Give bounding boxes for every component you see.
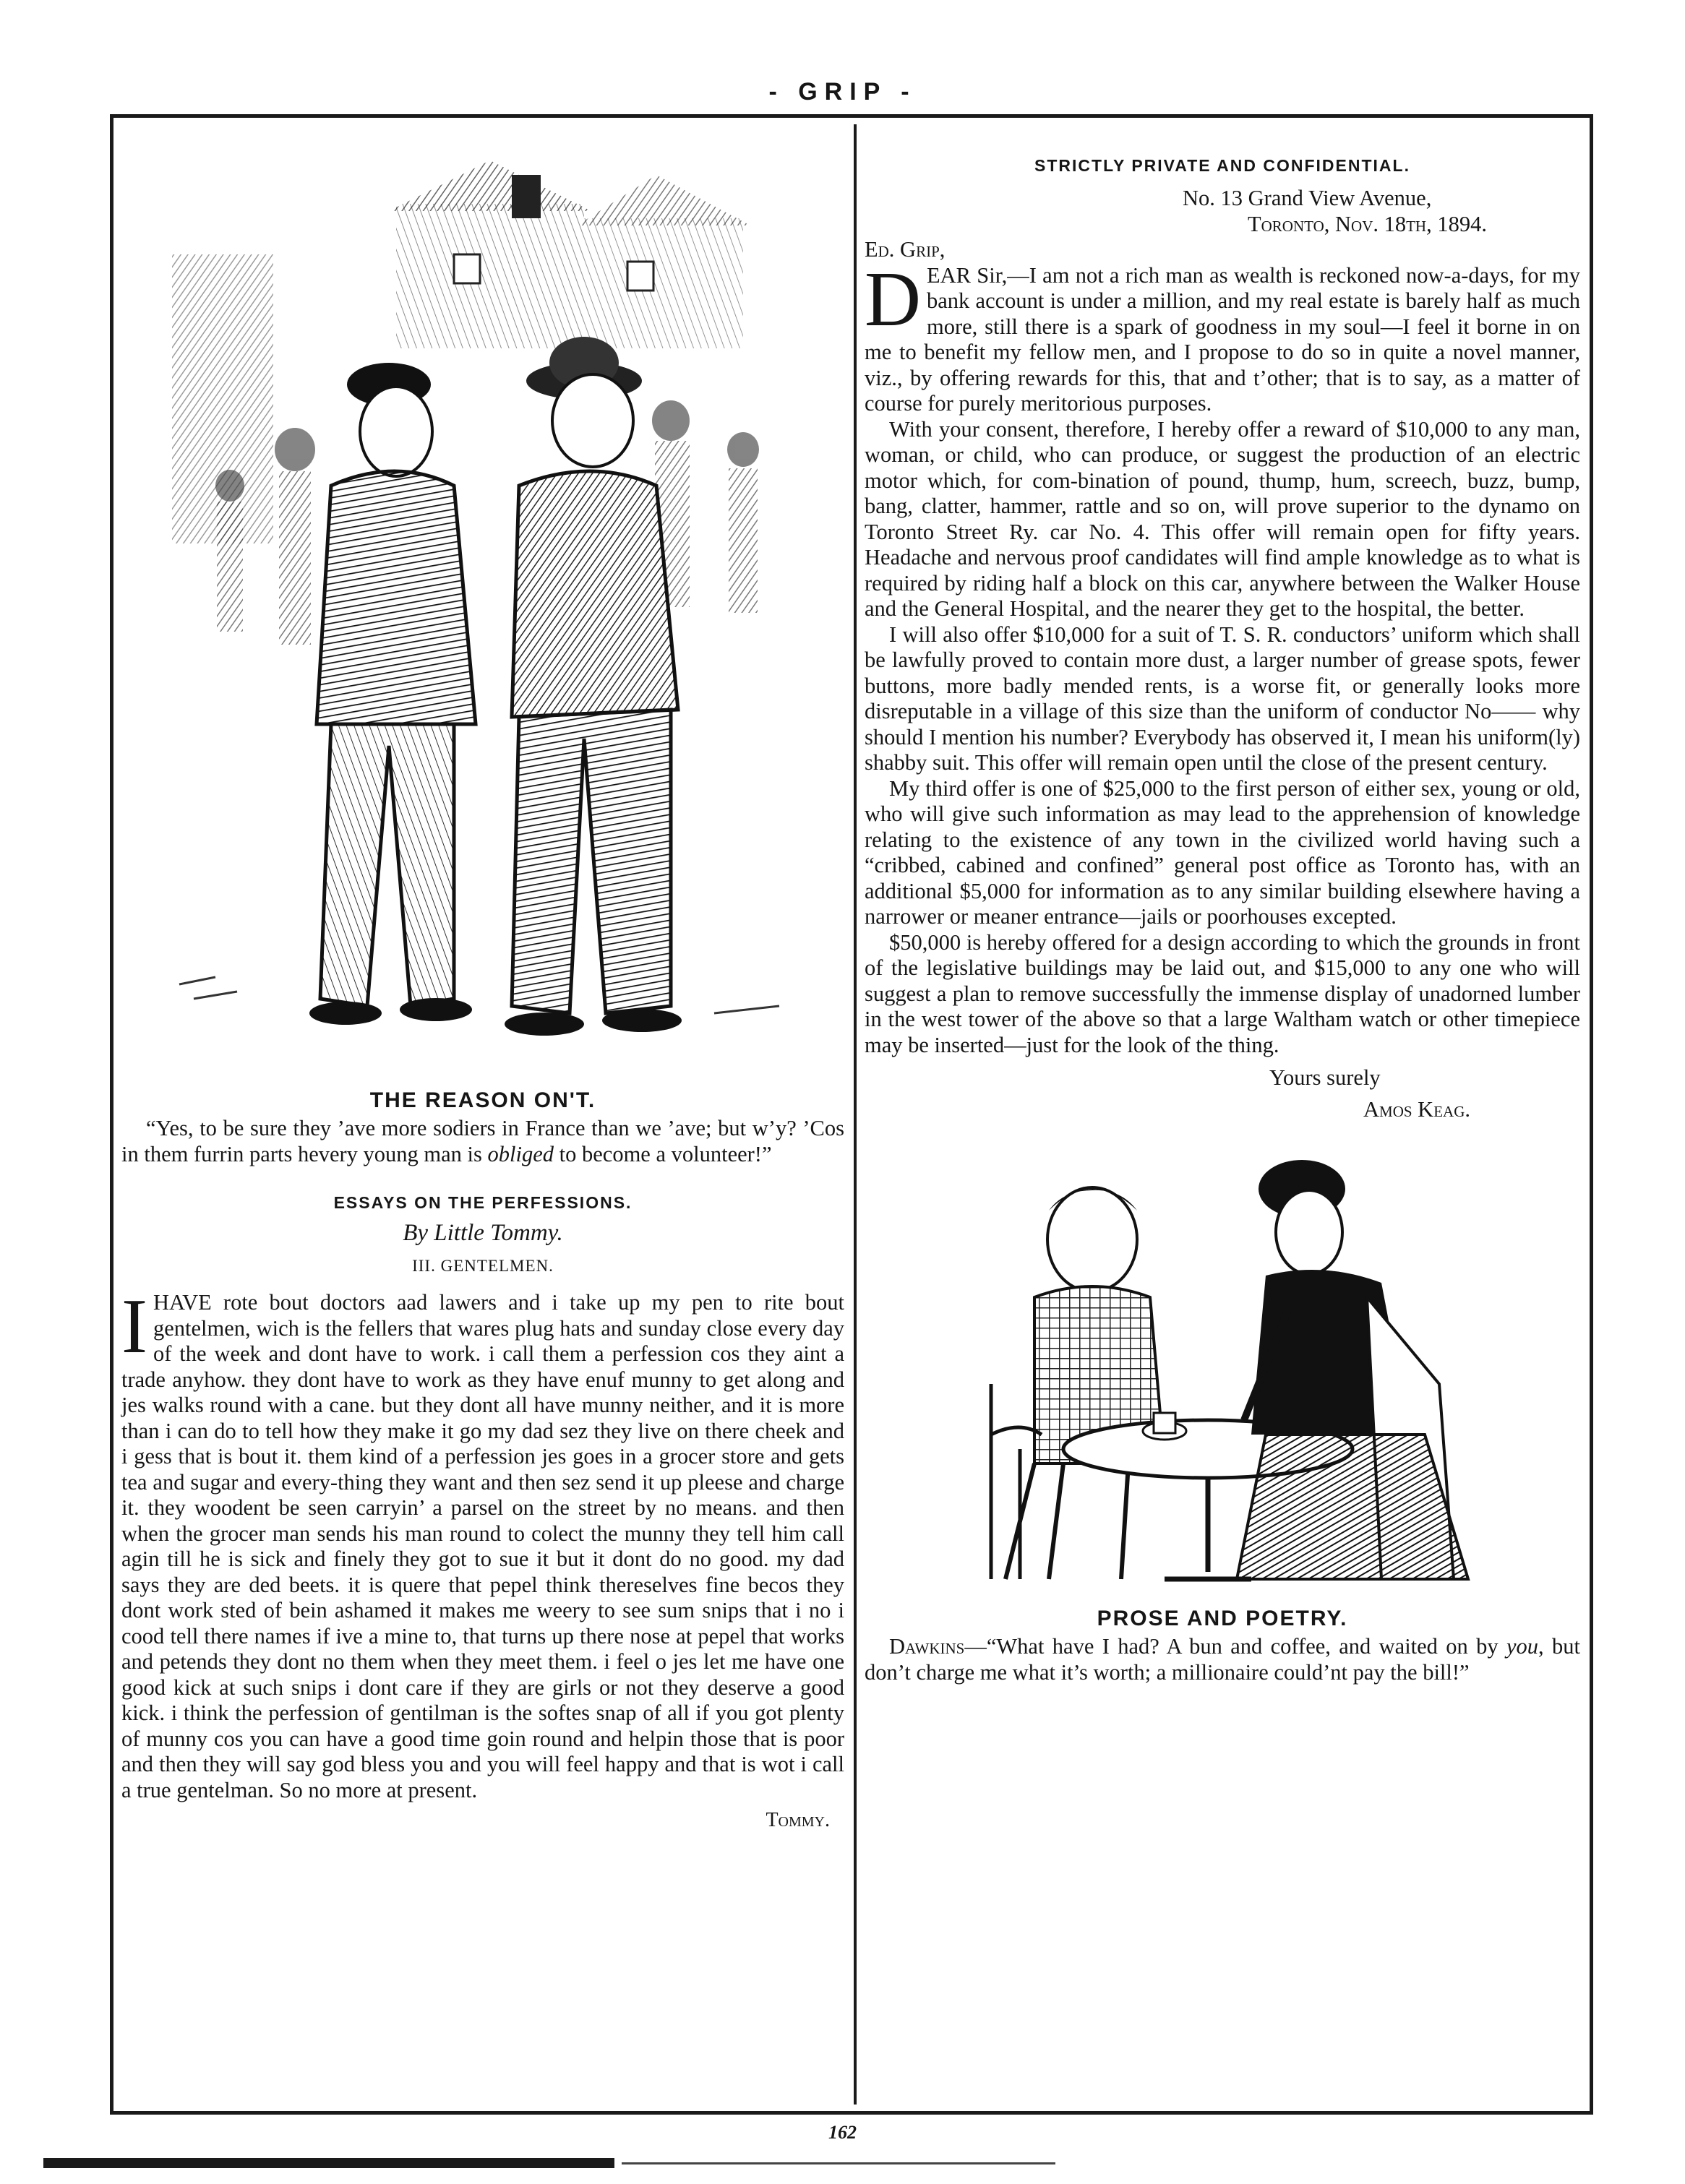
essay-signature: Tommy. — [766, 1809, 830, 1831]
letter-salutation: Ed. Grip, — [865, 237, 946, 262]
footer-rule — [43, 2158, 614, 2168]
cartoon-title: THE REASON ON'T. — [369, 1088, 596, 1112]
footer-rule-thin — [622, 2162, 1055, 2164]
masthead: - GRIP - — [768, 78, 917, 106]
column-divider — [854, 124, 857, 2105]
essay-heading: ESSAYS ON THE PERFESSIONS. — [333, 1193, 633, 1212]
prose-poetry-caption: Dawkins—“What have I had? A bun and coffee, and waited on by you, but don’t charge me what it’s worth; a millionaire could’nt pay the bill!” — [865, 1634, 1580, 1685]
essay-body: IHAVE rote bout doctors aad lawers and i take up my pen to rite bout gentelmen, wich is the fellers that wares plug hats and sunday close every day of the week and dont have to work. i call them a perfession cos they aint a trade anyhow. they dont have to work as they have enuf munny to get along and jes walks round with a cane. but they dont all have munny neither, and it is more than i can do to tell how they make it go my dad sez they live on there cheek and i gess that is bout it. them kind of a perfession jes goes in a grocer store and gets tea and sugar and every-thing they want and then sez send it up pleese and charge it. they woodent be seen carryin’ a parsel on the street by no means. and then when the grocer man sends his man round to colect the munny they tell him call agin till he is sick and finely they got to sue it but it dont do no good. my dad says they are ded beets. it is quere that pepel think thereselves fine becos they dont work sted of bein ashamed it makes me weery to see sum snips that i no i cood tell there names if ive a mine to, that turns up there nose at pepel that works and petends they dont no them when they meet them. i feel o jes let me have one good kick at such snips i dont care if they are girls or not they deserve a good kick. i think the perfession of gentilman is the softes snap of all if you got plenty of munny cos you can have a good time goin round and helpin those that is poor and then they will say god bless you and you will feel happy and that is wot i call a true gentelman. So no more at present. — [121, 1284, 844, 1802]
letter-address-line-1: No. 13 Grand View Avenue, — [1183, 186, 1432, 210]
cafe-cartoon-illustration — [948, 1145, 1497, 1594]
letter-signature: Amos Keag. — [1363, 1096, 1470, 1122]
essay-drop-cap: I — [121, 1284, 147, 1370]
letter-paragraph-2: With your consent, therefore, I hereby offer a reward of $10,000 to any man, woman, or child, who can produce, or suggest the production of an electric motor which, for com-bination of pound, thump, hum, screech, buzz, bump, bang, clatter, hammer, rattle and so on, will prove superior to the dynamo on Toronto Street Ry. car No. 4. This offer will remain open for fifty years. Headache and nervous proof candidates will find ample knowledge as to what is required by riding half a block on this car, anywhere between the Walker House and the General Hospital, and the nearer they get to the hospital, the better. — [865, 416, 1580, 621]
letter-paragraph-5: $50,000 is hereby offered for a design according to which the grounds in front of the legislative buildings may be laid out, and $15,000 to any one who will suggest a plan to remove successfully the immense display of unadorned lumber in the west tower of the above so that a large Waltham watch or other timepiece may be inserted—just for the look of the thing. — [865, 929, 1580, 1057]
page-number: 162 — [828, 2122, 857, 2143]
letter-heading: STRICTLY PRIVATE AND CONFIDENTIAL. — [1034, 156, 1410, 175]
letter-address-line-2: Toronto, Nov. 18th, 1894. — [1248, 211, 1487, 236]
letter-closing: Yours surely — [1269, 1065, 1381, 1090]
cartoon-caption: “Yes, to be sure they ’ave more sodiers in France than we ’ave; but w’y? ’Cos in them furrin parts hevery young man is obliged to become a volunteer!” — [121, 1116, 844, 1166]
two-men-cartoon-illustration — [150, 146, 815, 1078]
right-column — [865, 124, 1580, 1685]
essay-byline: By Little Tommy. — [403, 1220, 563, 1246]
letter-drop-cap: D — [865, 256, 921, 343]
letter-paragraph-4: My third offer is one of $25,000 to the first person of either sex, young or old, who will give such information as may lead to the apprehension of knowledge relating to the existence of any town in the civilized world having such a “cribbed, cabined and confined” general post office as Toronto has, with an additional $5,000 for information as to any similar building elsewhere having a narrower or meaner entrance—jails or poorhouses excepted. — [865, 775, 1580, 929]
letter-paragraph-3: I will also offer $10,000 for a suit of T. S. R. conductors’ uniform which shall be lawfully proved to contain more dust, a larger number of grease spots, fewer buttons, more badly mended rents, is a worse fit, or generally looks more disreputable in a village of this size than the uniform of conductor No—— why should I mention his number? Everybody has observed it, I mean his uniform(ly) shabby suit. This offer will remain open until the close of the present century. — [865, 622, 1580, 775]
letter-paragraph-1: DEAR Sir,—I am not a rich man as wealth is reckoned now-a-days, for my bank account is under a million, and my real estate is barely half as much more, still there is a spark of goodness in my soul—I feel it borne in on me to benefit my fellow men, and I propose to do so in quite a novel manner, viz., by offering rewards for this, that and t’other; that is to say, as a matter of course for purely meritorious purposes. — [865, 256, 1580, 416]
left-column — [121, 124, 844, 1832]
essay-part-heading: III. GENTELMEN. — [412, 1257, 554, 1275]
prose-poetry-title: PROSE AND POETRY. — [1097, 1607, 1348, 1630]
